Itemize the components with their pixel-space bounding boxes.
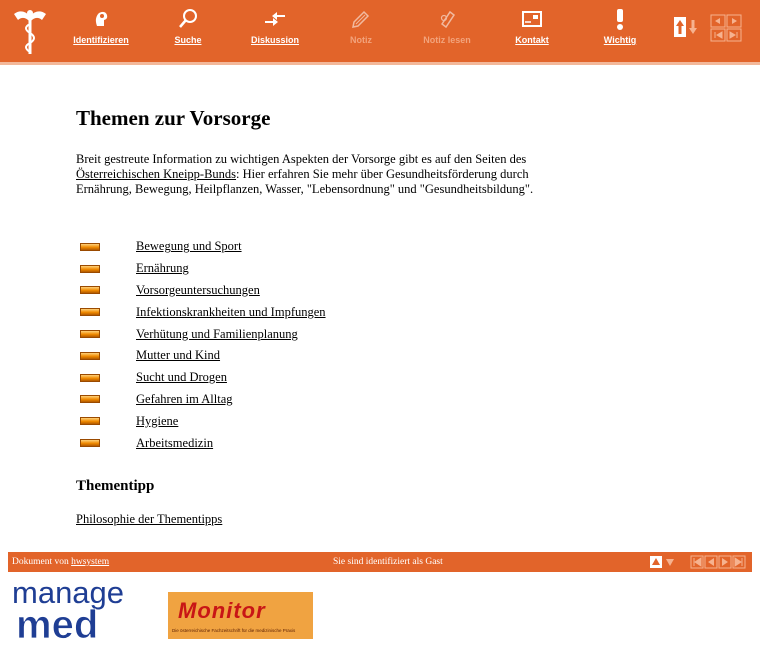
list-item (80, 280, 326, 302)
toolbar-important-button[interactable] (575, 8, 665, 54)
monitor-logo-tagline: Die österreichische Fachzeitschrift für die medizinische Praxis (172, 628, 296, 633)
top-toolbar (0, 0, 760, 62)
topic-tip-link[interactable]: Philosophie der Thementipps (76, 512, 223, 526)
status-bar (8, 552, 752, 572)
bullet-icon (80, 374, 100, 382)
note-icon (350, 8, 372, 30)
intro-text-start: Breit gestreute Information zu wichtigen Aspekten der Vorsorge gibt es auf den Seiten des (76, 152, 527, 166)
topic-link[interactable]: Arbeitsmedizin (136, 435, 214, 450)
bullet-icon (80, 439, 100, 447)
topic-link[interactable]: Ernährung (136, 261, 189, 276)
bullet-icon (80, 417, 100, 425)
topic-link[interactable]: Mutter und Kind (136, 348, 221, 363)
search-icon (177, 8, 199, 30)
bullet-icon (80, 265, 100, 273)
list-item (80, 236, 326, 258)
toolbar-label-identify: Identifizieren (73, 35, 129, 45)
toolbar-label-contact: Kontakt (515, 35, 549, 45)
list-item (80, 301, 326, 323)
toolbar-note-button[interactable] (316, 8, 406, 54)
footer-page-navigation-icon[interactable] (690, 555, 746, 569)
topic-link[interactable]: Sucht und Drogen (136, 370, 227, 385)
important-icon (609, 8, 631, 30)
login-status: Sie sind identifiziert als Gast (333, 557, 443, 567)
identify-icon (90, 8, 112, 30)
toolbar-identify-button[interactable] (56, 8, 146, 54)
managemed-logo-text-top: manage (12, 576, 125, 610)
page-title: Themen zur Vorsorge (76, 106, 271, 130)
managemed-logo[interactable] (10, 576, 142, 640)
intro-text-end: : Hier erfahren Sie mehr über Gesundheitsförderung durch Ernährung, Bewegung, Heilpflanzen, Wasser, "Lebensordnung" und "Gesundheitsbildung". (76, 167, 534, 197)
toolbar-label-important: Wichtig (603, 35, 637, 45)
caduceus-logo-icon (12, 6, 48, 56)
toolbar-divider (0, 62, 760, 65)
topic-link[interactable]: Infektionskrankheiten und Impfungen (136, 304, 326, 319)
toolbar-label-discussion: Diskussion (250, 35, 299, 45)
list-item (80, 323, 326, 345)
kneipp-bund-link[interactable]: Österreichischen Kneipp-Bunds (76, 167, 237, 182)
bullet-icon (80, 352, 100, 360)
toolbar-read-note-button[interactable] (402, 8, 492, 54)
bullet-icon (80, 395, 100, 403)
toolbar-discussion-button[interactable] (230, 8, 320, 54)
list-item (80, 367, 326, 389)
topic-link[interactable]: Gefahren im Alltag (136, 391, 233, 406)
list-item (80, 389, 326, 411)
bullet-icon (80, 330, 100, 338)
list-item (80, 258, 326, 280)
sort-arrows-icon[interactable] (673, 16, 701, 38)
document-author-info (12, 557, 109, 567)
toolbar-label-note: Notiz (350, 35, 372, 45)
read-note-icon (436, 8, 458, 30)
monitor-logo[interactable] (168, 592, 313, 639)
managemed-logo-text-bottom: med (16, 603, 99, 640)
author-link[interactable]: hwsystem (71, 557, 110, 567)
list-item (80, 410, 326, 432)
topic-link[interactable]: Vorsorgeuntersuchungen (136, 282, 260, 297)
intro-paragraph (76, 152, 576, 198)
discussion-icon (264, 8, 286, 30)
list-item (80, 345, 326, 367)
toolbar-label-read-note: Notiz lesen (423, 35, 471, 45)
topic-list (80, 236, 326, 454)
monitor-logo-text: Monitor (178, 598, 266, 623)
topic-link[interactable]: Verhütung und Familienplanung (136, 326, 298, 341)
toolbar-search-button[interactable] (143, 8, 233, 54)
list-item (80, 432, 326, 454)
bullet-icon (80, 243, 100, 251)
footer-up-down-icon[interactable] (649, 555, 677, 569)
toolbar-label-search: Suche (174, 35, 202, 45)
page-navigation-icon[interactable] (710, 14, 742, 42)
topic-link[interactable]: Bewegung und Sport (136, 239, 242, 254)
contact-icon (521, 8, 543, 30)
topic-tip-heading: Thementipp (76, 478, 155, 494)
topic-link[interactable]: Hygiene (136, 413, 179, 428)
bullet-icon (80, 286, 100, 294)
bullet-icon (80, 308, 100, 316)
document-prefix: Dokument von (12, 557, 72, 567)
toolbar-contact-button[interactable] (487, 8, 577, 54)
